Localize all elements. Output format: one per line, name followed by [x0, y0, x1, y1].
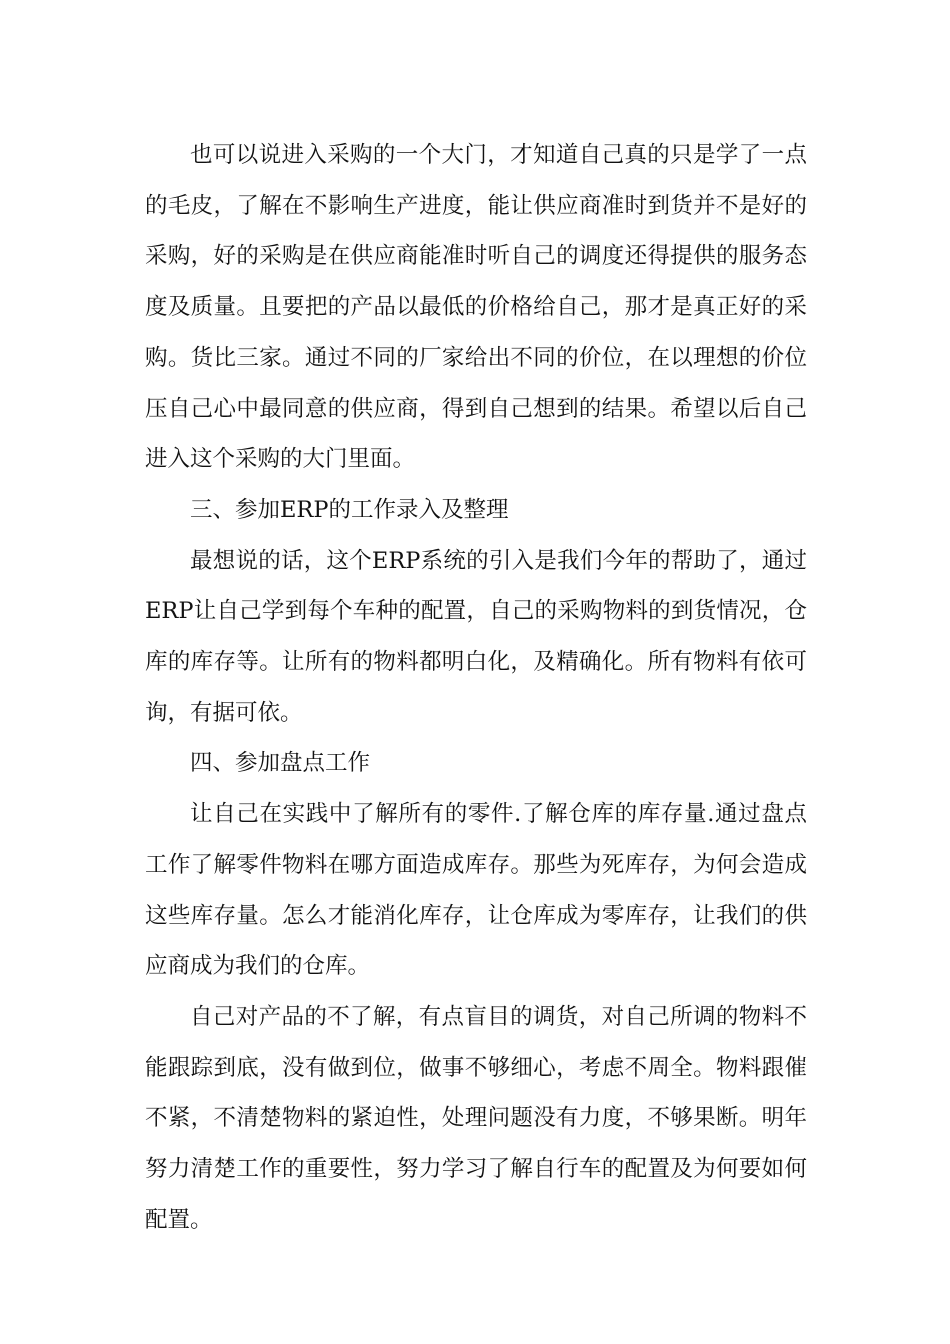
paragraph-erp: 最想说的话，这个ERP系统的引入是我们今年的帮助了，通过ERP让自己学到每个车种的配置，自己的采购物料的到货情况，仓库的库存等。让所有的物料都明白化，及精确化。所有物料有依可询，有据可依。	[145, 547, 807, 726]
document-body	[145, 130, 807, 1245]
paragraph-procurement: 也可以说进入采购的一个大门，才知道自己真的只是学了一点的毛皮，了解在不影响生产进度，能让供应商准时到货并不是好的采购，好的采购是在供应商能准时听自己的调度还得提供的服务态度及质量。且要把的产品以最低的价格给自己，那才是真正好的采购。货比三家。通过不同的厂家给出不同的价位，在以理想的价位压自己心中最同意的供应商，得到自己想到的结果。希望以后自己进入这个采购的大门里面。	[145, 142, 807, 473]
paragraph-self-review: 自己对产品的不了解，有点盲目的调货，对自己所调的物料不能跟踪到底，没有做到位，做事不够细心，考虑不周全。物料跟催不紧，不清楚物料的紧迫性，处理问题没有力度，不够果断。明年努力清楚工作的重要性，努力学习了解自行车的配置及为何要如何配置。	[145, 1003, 807, 1233]
section-heading-inventory: 四、参加盘点工作	[190, 750, 371, 777]
paragraph-inventory: 让自己在实践中了解所有的零件.了解仓库的库存量.通过盘点工作了解零件物料在哪方面造成库存。那些为死库存，为何会造成这些库存量。怎么才能消化库存，让仓库成为零库存，让我们的供应商成为我们的仓库。	[145, 801, 807, 980]
section-heading-erp: 三、参加ERP的工作录入及整理	[190, 496, 509, 523]
